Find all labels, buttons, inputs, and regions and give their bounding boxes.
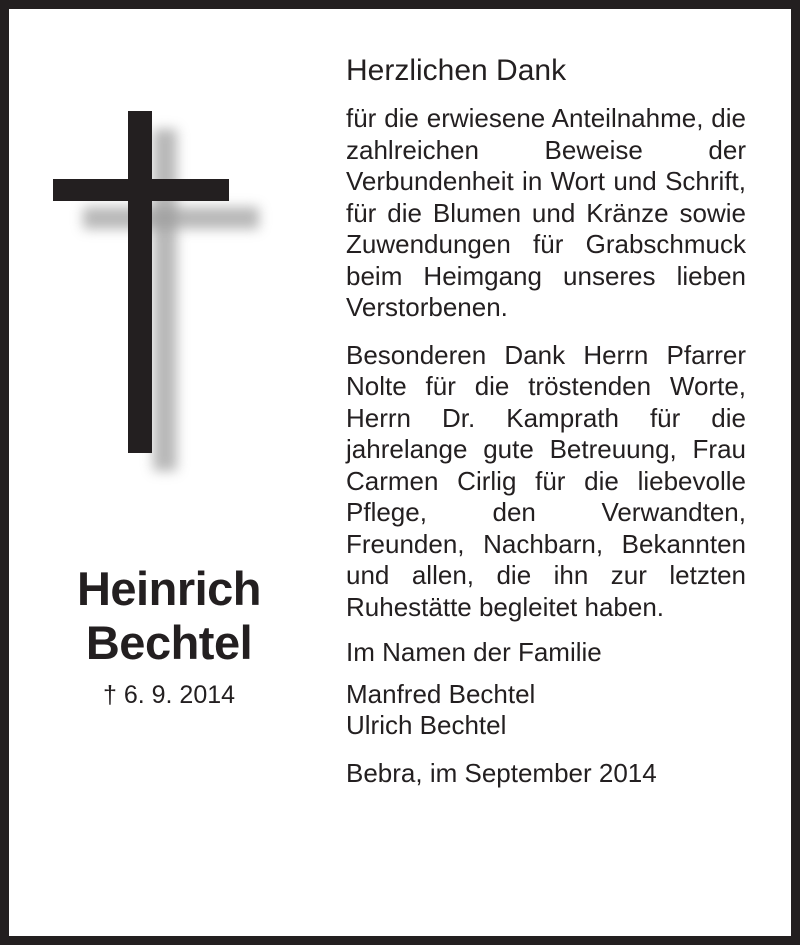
deceased-last-name: Bechtel xyxy=(85,616,253,669)
cross-horizontal-beam xyxy=(53,179,229,201)
place-date: Bebra, im September 2014 xyxy=(346,757,657,788)
headline: Herzlichen Dank xyxy=(346,54,567,87)
death-date: † 6. 9. 2014 xyxy=(102,681,236,709)
cross-vertical-beam xyxy=(128,111,152,453)
signer-name: Ulrich Bechtel xyxy=(346,710,507,740)
family-label: Im Namen der Familie xyxy=(346,637,602,667)
thanks-paragraph-1: für die erwiesene Anteilnahme, die zahlreichen Beweise der Verbundenheit in Wort und Schrift, für die Blumen und Kränze sowie Zuwendungen für Grabschmuck beim Heimgang unseres lieben Verstorbenen. xyxy=(346,103,746,322)
christian-cross-icon xyxy=(53,111,263,481)
deceased-first-name: Heinrich xyxy=(76,562,262,615)
signer-name: Manfred Bechtel xyxy=(346,678,536,709)
thanks-paragraph-2: Besonderen Dank Herrn Pfarrer Nolte für die tröstenden Worte, Herrn Dr. Kamprath für die jahrelange gute Betreuung, Frau Carmen Cirlig für die liebevolle Pflege, den Verwandten, Freunden, Nachbarn, Bekannten und allen, die ihn zur letzten Ruhestätte begleitet haben. xyxy=(346,339,746,622)
deceased-block xyxy=(39,562,299,710)
signers xyxy=(346,679,746,742)
cross-shadow-horizontal xyxy=(83,207,259,229)
thanks-text-column xyxy=(346,51,746,789)
